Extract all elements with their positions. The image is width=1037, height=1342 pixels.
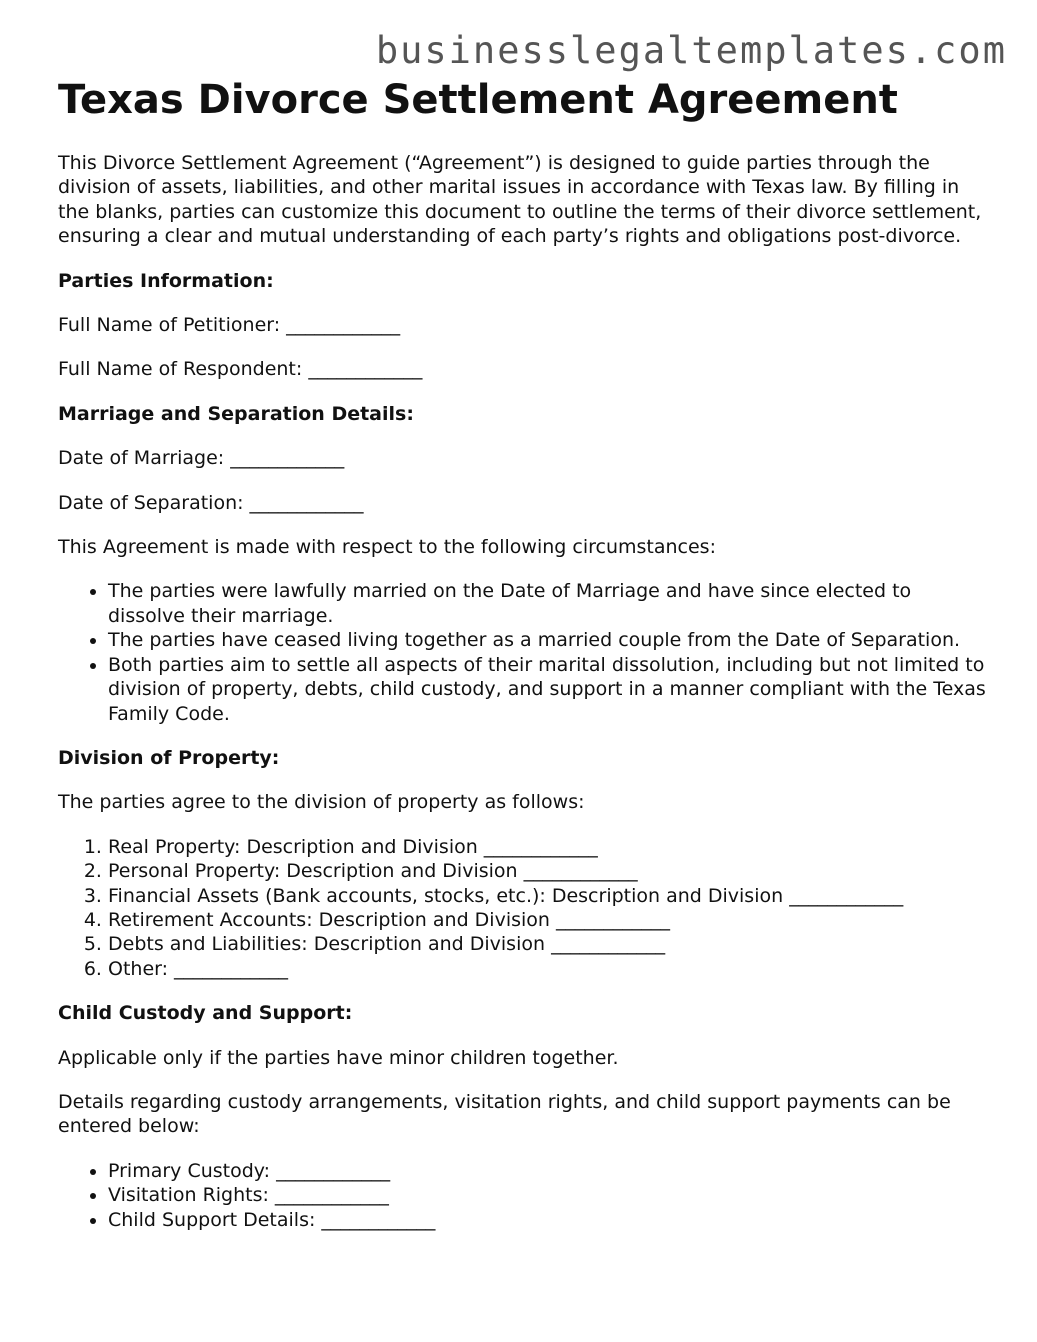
custody-heading: Child Custody and Support: xyxy=(58,1002,353,1025)
circumstance-item: • The parties were lawfully married on the Date of Marriage and have since elected to dissolve their marriage. xyxy=(108,579,988,628)
custody-item-primary: • Primary Custody: ____________ xyxy=(108,1159,988,1183)
petitioner-name-field: Full Name of Petitioner: ____________ xyxy=(58,314,401,337)
property-item-financial: 3. Financial Assets (Bank accounts, stocks, etc.): Description and Division ____________ xyxy=(108,884,988,908)
document-body xyxy=(58,76,988,1252)
intro-paragraph: This Divorce Settlement Agreement (“Agreement”) is designed to guide parties through the division of assets, liabilities, and other marital issues in accordance with Texas law. By filling in the blanks, parties can customize this document to outline the terms of their divorce settlement, ensuring a clear and mutual understanding of each party’s rights and obligations post-divorce. xyxy=(58,152,982,248)
circumstances-intro: This Agreement is made with respect to the following circumstances: xyxy=(58,536,716,559)
circumstance-item: • Both parties aim to settle all aspects of their marital dissolution, including but not limited to division of property, debts, child custody, and support in a manner compliant with the Texas Family Code. xyxy=(108,653,988,726)
custody-details-intro: Details regarding custody arrangements, visitation rights, and child support payments can be entered below: xyxy=(58,1090,951,1138)
date-of-separation-field: Date of Separation: ____________ xyxy=(58,491,364,514)
custody-list xyxy=(58,1159,988,1232)
property-item-real: 1. Real Property: Description and Division ____________ xyxy=(108,835,988,859)
custody-item-visitation: • Visitation Rights: ____________ xyxy=(108,1183,988,1207)
property-heading: Division of Property: xyxy=(58,746,280,769)
custody-item-support: • Child Support Details: ____________ xyxy=(108,1208,988,1232)
property-item-personal: 2. Personal Property: Description and Division ____________ xyxy=(108,859,988,883)
marriage-heading: Marriage and Separation Details: xyxy=(58,402,414,425)
property-item-retirement: 4. Retirement Accounts: Description and Division ____________ xyxy=(108,908,988,932)
circumstance-item: • The parties have ceased living together as a married couple from the Date of Separation. xyxy=(108,628,988,652)
circumstances-list xyxy=(58,579,988,725)
respondent-name-field: Full Name of Respondent: ____________ xyxy=(58,358,423,381)
custody-applicability: Applicable only if the parties have minor children together. xyxy=(58,1046,619,1069)
property-list xyxy=(58,835,988,981)
property-intro: The parties agree to the division of property as follows: xyxy=(58,791,585,814)
property-item-other: 6. Other: ____________ xyxy=(108,957,988,981)
document-title: Texas Divorce Settlement Agreement xyxy=(58,77,898,123)
property-item-debts: 5. Debts and Liabilities: Description and Division ____________ xyxy=(108,932,988,956)
date-of-marriage-field: Date of Marriage: ____________ xyxy=(58,447,345,470)
parties-heading: Parties Information: xyxy=(58,269,274,292)
site-watermark: businesslegaltemplates.com xyxy=(375,29,1007,72)
